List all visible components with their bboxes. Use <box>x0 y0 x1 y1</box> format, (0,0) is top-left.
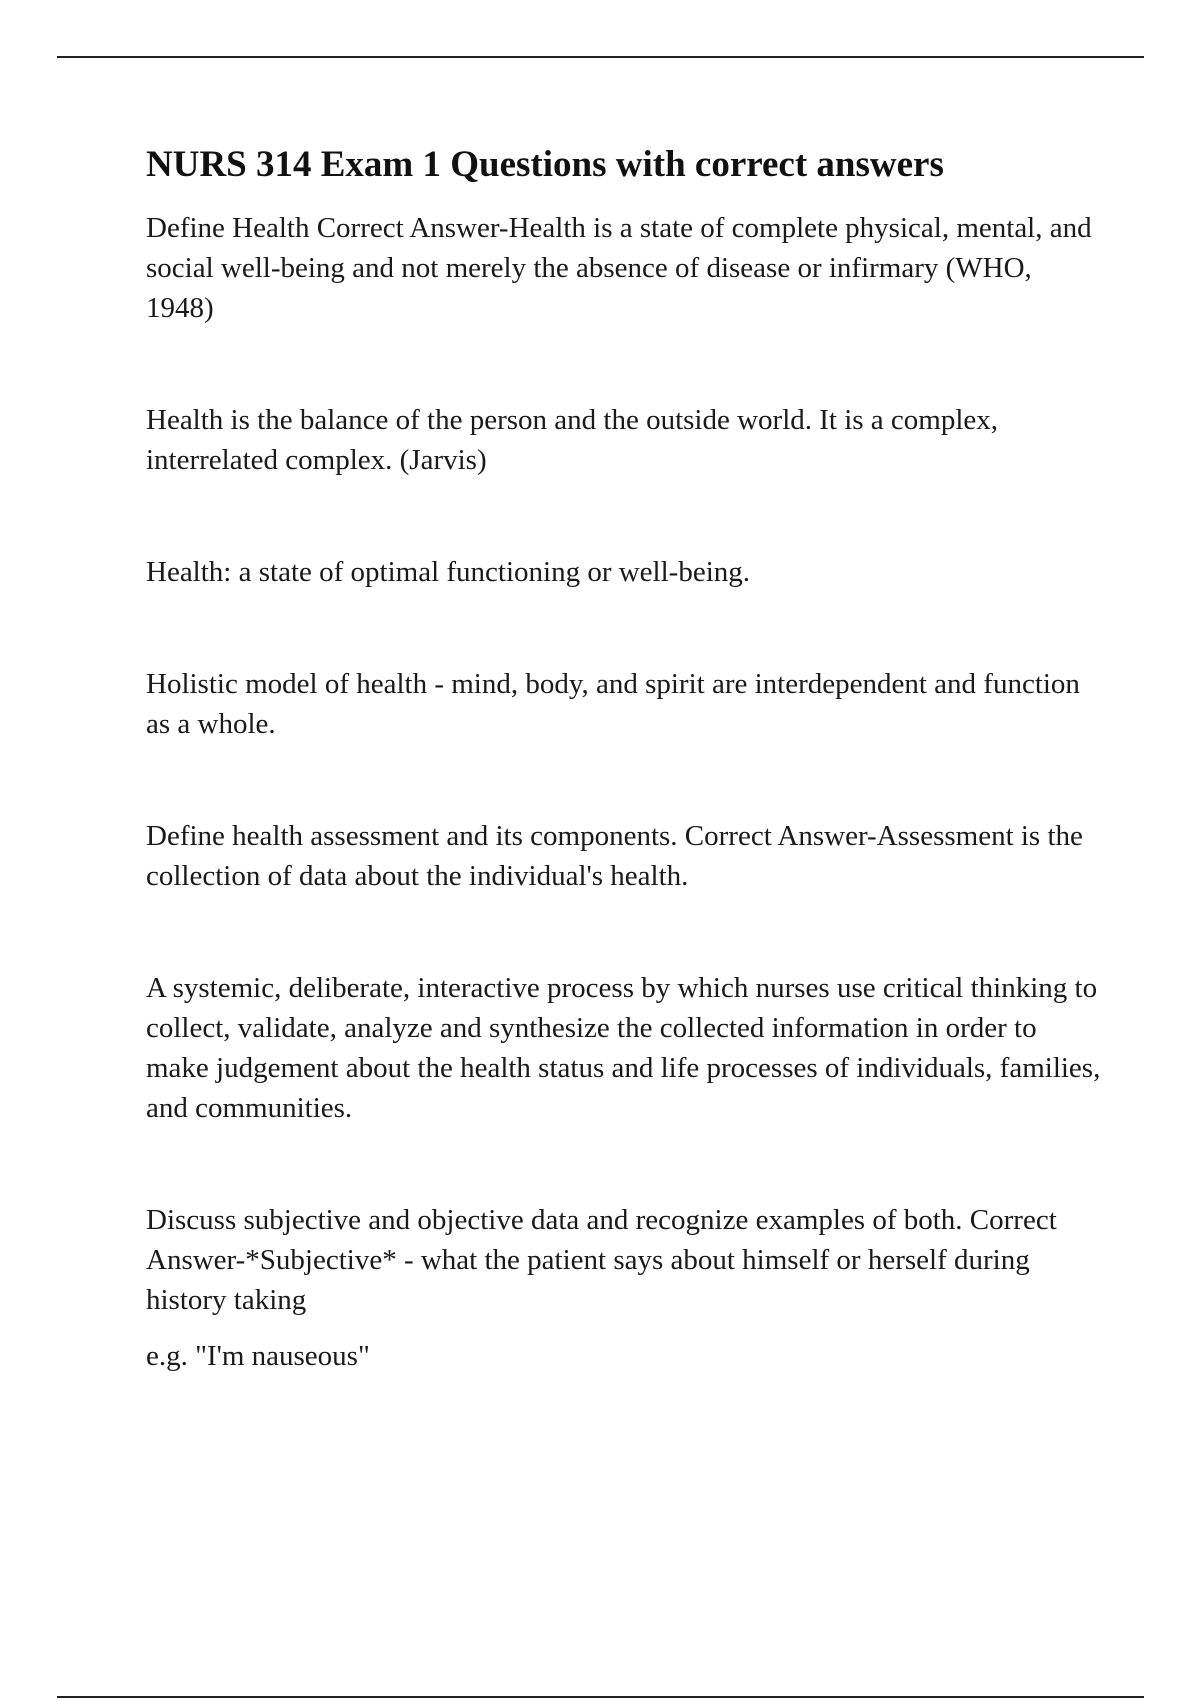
paragraph-assessment-process: A systemic, deliberate, interactive process by which nurses use critical thinking to collect, validate, analyze and synthesize the collected information in order to make judgement about the health status and life processes of individuals, families, and communities. <box>146 972 1101 1124</box>
paragraph-example: e.g. "I'm nauseous" <box>146 1340 370 1372</box>
header-rule <box>57 56 1144 58</box>
document-title: NURS 314 Exam 1 Questions with correct answers <box>146 144 944 185</box>
footer-rule <box>57 1696 1144 1698</box>
paragraph-define-health: Define Health Correct Answer-Health is a state of complete physical, mental, and social well-being and not merely the absence of disease or infirmary (WHO, 1948) <box>146 212 1092 324</box>
paragraph-health-assessment: Define health assessment and its components. Correct Answer-Assessment is the collection of data about the individual's health. <box>146 820 1083 892</box>
document-body <box>146 140 1106 1376</box>
paragraph-subjective-objective: Discuss subjective and objective data and recognize examples of both. Correct Answer-*Subjective* - what the patient says about himself or herself during history taking <box>146 1204 1057 1316</box>
paragraph-optimal-functioning: Health: a state of optimal functioning or well-being. <box>146 556 751 588</box>
paragraph-health-balance: Health is the balance of the person and the outside world. It is a complex, interrelated complex. (Jarvis) <box>146 404 999 476</box>
paragraph-holistic-model: Holistic model of health - mind, body, and spirit are interdependent and function as a whole. <box>146 668 1080 740</box>
